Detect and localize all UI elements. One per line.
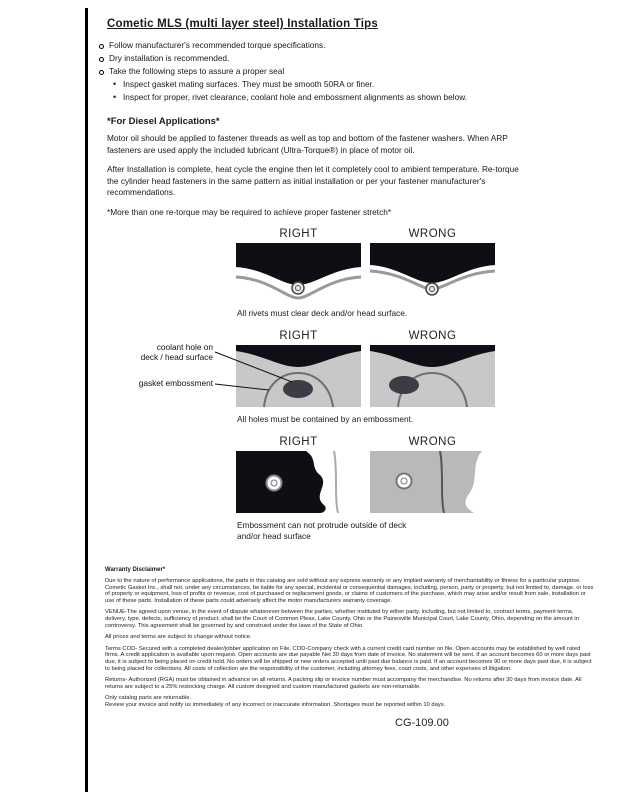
diagram-caption: Embossment can not protrude outside of deck [237,520,407,530]
page-title: Cometic MLS (multi layer steel) Installation Tips [107,18,378,30]
diagram-headers [236,436,597,448]
wrong-label: WRONG [408,436,457,448]
wrong-label: WRONG [408,228,457,240]
coolant-wrong-diagram [370,345,495,407]
coolant-hole-callout [117,343,213,362]
installation-tips-list [97,39,597,104]
diagram-row-holes [97,330,597,424]
tip-subitem: • Inspect gasket mating surfaces. They must be smooth 50RA or finer. [97,78,597,91]
wrong-label: WRONG [408,330,457,342]
callout-line-text: coolant hole on [156,342,213,352]
coolant-right-diagram [236,345,361,407]
diagram-caption: All rivets must clear deck and/or head surface. [237,308,408,318]
embossment-right-diagram [236,451,361,513]
retorque-note: *More than one re-torque may be required to achieve proper fastener stretch* [107,206,392,217]
diagram-caption: and/or head surface [237,531,311,541]
warranty-section [105,567,595,709]
gasket-embossment-callout: gasket embossment [138,378,213,388]
diesel-paragraph: Motor oil should be applied to fastener threads as well as top and bottom of the fastener washers. When ARP fasteners are used apply the included lubricant (Ultra-Torque®) in place of motor oil. [107,133,508,155]
embossment-wrong-diagram [370,451,495,513]
diagram-row-embossment [97,436,597,541]
diesel-paragraph: After Installation is complete, heat cycle the engine then let it completely cool to ambient temperature. Re-torque the cylinder head fasteners in the same pattern as initial installation or per your fastener manufacturer's recommendations. [107,164,519,197]
right-label: RIGHT [279,330,318,342]
diagram-headers [236,228,597,240]
right-label: RIGHT [279,436,318,448]
warranty-heading: Warranty Disclaimer* [105,567,166,573]
diagram-section [97,228,597,541]
warranty-paragraph: Due to the nature of performance applications, the parts in this catalog are sold without any express warranty or any implied warranty of merchantability or fitness for a particular purpose. Cometic Gasket Inc., shall not, under any circumstances, be liable for any special, incidental or consequential damages, including, person, party or property, but not limited to, damage, or loss of property or equipment, loss of profits or revenue, cost of purchased or replacement goods, or claims of customers of the purchase, which may arise and/or result from sale, installation or use of these parts. Installation of these parts could adversely affect the motor manufacturers warranty coverage. [105,578,594,604]
diesel-heading: *For Diesel Applications* [107,116,220,127]
tip-item: Dry installation is recommended. [97,52,597,65]
warranty-paragraph: VENUE-The agreed upon venue, in the event of dispute whatsoever between the parties, whether instituted by either party, including, but not limited to, contract terms, payment terms, delivery, type, defects, sufficiency of product, shall be the Court of Common Pleas, Lake County, Ohio or the Painesville Municipal Court, Lake County, Ohio, depending on the amount in controversy. This agreement shall be governed by and construed under the laws of the State of Ohio. [105,609,579,629]
left-margin-rule [85,8,88,792]
tip-item: Follow manufacturer's recommended torque specifications. [97,39,597,52]
warranty-paragraph: Review your invoice and notify us immediately of any incorrect or inaccurate information. Shortages must be reported within 10 days. [105,701,446,708]
page-content [97,18,597,729]
diagram-panels [236,243,597,301]
diagram-row-rivets [97,228,597,318]
tip-subitem: • Inspect for proper, rivet clearance, coolant hole and embossment alignments as shown below. [97,91,597,104]
diagram-panels [236,451,597,513]
warranty-paragraph: All prices and terms are subject to change without notice. [105,634,252,641]
diagram-panels [236,345,597,407]
callout-line-text: deck / head surface [140,351,213,362]
rivet-right-diagram [236,243,361,301]
tip-item: Take the following steps to assure a proper seal [97,65,597,78]
warranty-paragraph: Only catalog parts are returnable. [105,695,192,702]
diagram-caption: All holes must be contained by an embossment. [237,414,414,424]
warranty-paragraph: Returns- Authorized (RGA) must be obtained in advance on all returns. A packing slip or invoice number must accompany the merchandise. No returns after 30 days from invoice date. All returns are subject to a 25% restocking charge. All custom designed and custom manufactured gaskets are non-returnable. [105,677,582,690]
warranty-paragraph: Terms COD- Secured with a completed dealer/jobber application on File, COD-Company check with a current credit card number on file. Open accounts may be established by well rated firms. A credit application is available upon request. Open accounts are due payable Net 30 days from date of invoice. No statement will be sent. If an account becomes 60 or more days past due, it is subject to being placed on credit hold. No orders will be shipped or new orders accepted until past due balance is paid. If an account becomes 90 or more days past due, it is subject to being placed for collections. All costs of collection are the responsibility of the customer, including attorney fees, court costs, and other expenses of litigation. [105,645,592,672]
diagram-headers [236,330,597,342]
right-label: RIGHT [279,228,318,240]
page-number: CG-109.00 [395,716,449,729]
rivet-wrong-diagram [370,243,495,301]
